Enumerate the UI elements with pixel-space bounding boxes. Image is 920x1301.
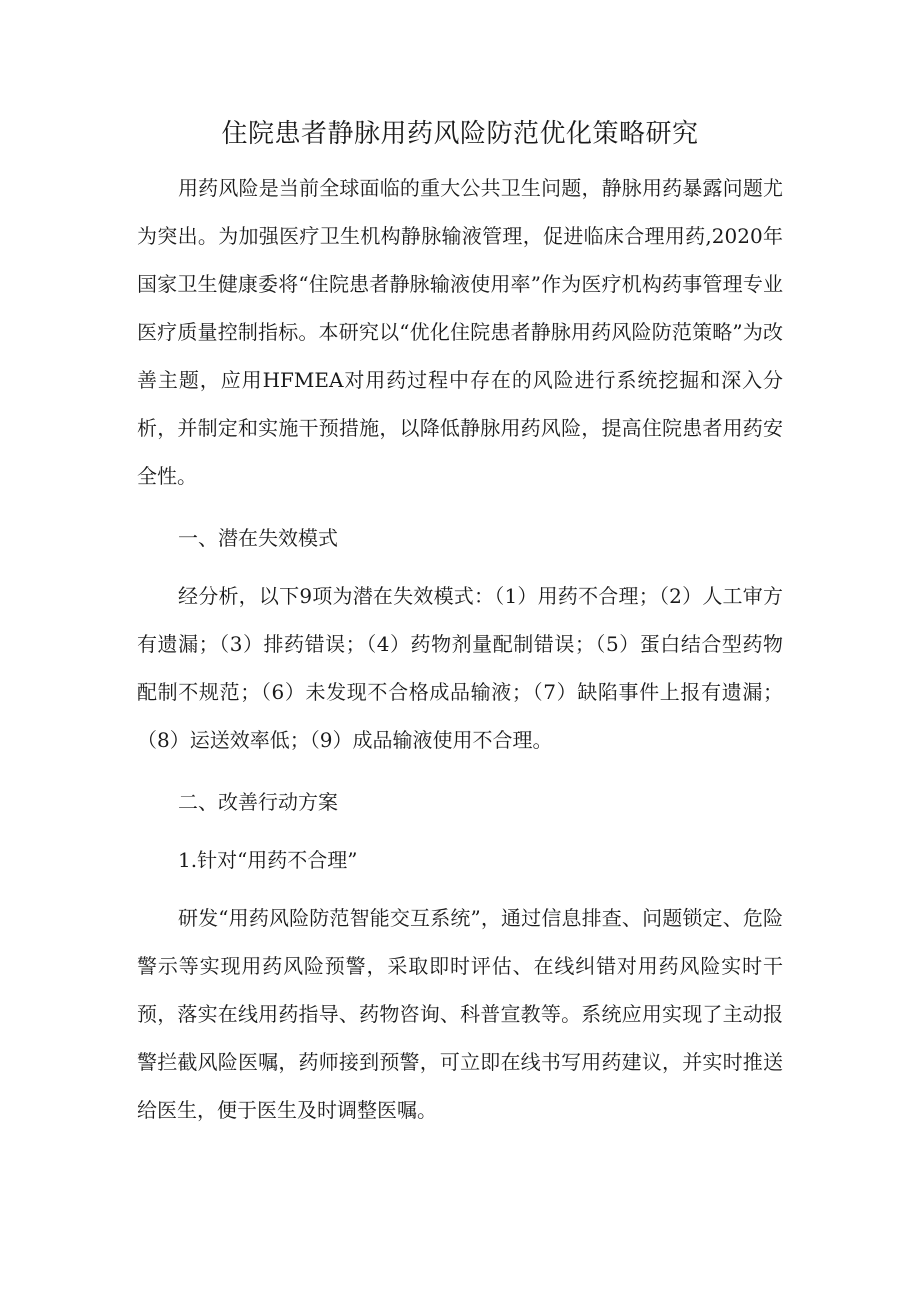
intro-paragraph: 用药风险是当前全球面临的重大公共卫生问题，静脉用药暴露问题尤为突出。为加强医疗卫生机构静脉输液管理，促进临床合理用药,2020年国家卫生健康委将“住院患者静脉输液使用率”作为医疗机构药事管理专业医疗质量控制指标。本研究以“优化住院患者静脉用药风险防范策略”为改善主题，应用HFMEA对用药过程中存在的风险进行系统挖掘和深入分析，并制定和实施干预措施，以降低静脉用药风险，提高住院患者用药安全性。 bbox=[137, 176, 783, 488]
document-body bbox=[137, 164, 783, 1134]
document-title: 住院患者静脉用药风险防范优化策略研究 bbox=[221, 119, 699, 149]
failure-modes-paragraph: 经分析，以下9项为潜在失效模式：（1）用药不合理；（2）人工审方有遗漏；（3）排药错误；（4）药物剂量配制错误；（5）蛋白结合型药物配制不规范；（6）未发现不合格成品输液；（7）缺陷事件上报有遗漏；（8）运送效率低；（9）成品输液使用不合理。 bbox=[137, 584, 783, 752]
subheading-irrational-medication: 1.针对“用药不合理” bbox=[178, 848, 358, 872]
action-plan-paragraph: 研发“用药风险防范智能交互系统”，通过信息排查、问题锁定、危险警示等实现用药风险预警，采取即时评估、在线纠错对用药风险实时干预，落实在线用药指导、药物咨询、科普宣教等。系统应用实现了主动报警拦截风险医嘱，药师接到预警，可立即在线书写用药建议，并实时推送给医生，便于医生及时调整医嘱。 bbox=[137, 906, 783, 1122]
section-heading-action-plan: 二、改善行动方案 bbox=[178, 790, 338, 814]
section-heading-failure-modes: 一、潜在失效模式 bbox=[178, 526, 338, 550]
